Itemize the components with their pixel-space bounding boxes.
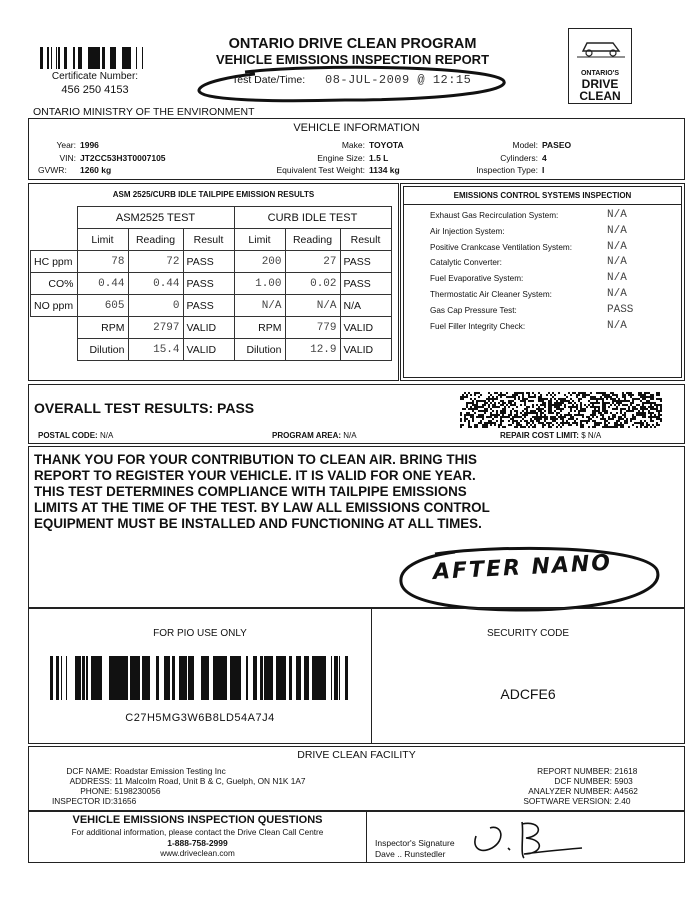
test-datetime-value: 08-JUL-2009 @ 12:15 [325, 73, 472, 87]
vehicle-gvwr: 1260 kg [80, 165, 112, 175]
tailpipe-title: ASM 2525/CURB IDLE TAILPIPE EMISSION RESULTS [112, 190, 315, 199]
website-link[interactable]: www.driveclean.com [160, 849, 235, 858]
certificate-number: 456 250 4153 [61, 84, 129, 96]
control-system-value: N/A [607, 224, 627, 237]
overall-result: OVERALL TEST RESULTS: PASS [34, 400, 255, 416]
facility-numbers: REPORT NUMBER: 21618 DCF NUMBER: 5903 ANALYZER NUMBER: A4562 SOFTWARE VERSION: 2.40 [523, 766, 638, 806]
pio-barcode [50, 656, 350, 705]
control-system-value: N/A [607, 209, 627, 221]
signature-label: Inspector's Signature [375, 838, 455, 848]
questions-title: VEHICLE EMISSIONS INSPECTION QUESTIONS [72, 814, 323, 826]
security-title: SECURITY CODE [486, 628, 570, 639]
control-system-label: Fuel Filler Integrity Check: [430, 321, 526, 331]
facility-details: DCF NAME: Roadstar Emission Testing Inc ADDRESS: 11 Malcolm Road, Unit B & C, Guelph, ON N1K 1A7 PHONE: 5198230056 INSPECTOR ID:31656 [52, 766, 306, 806]
control-system-label: Catalytic Converter: [430, 258, 502, 268]
control-system-value: N/A [607, 288, 627, 300]
call-centre-phone: 1-888-758-2999 [167, 838, 228, 848]
pio-title: FOR PIO USE ONLY [153, 628, 247, 639]
emission-row-dilution: Dilution 15.4 VALID Dilution 12.9 VALID [31, 339, 392, 361]
facility-title: DRIVE CLEAN FACILITY [297, 749, 416, 761]
control-system-label: Exhaust Gas Recirculation System: [430, 211, 559, 220]
emission-results-table: ASM2525 TEST CURB IDLE TEST Limit Reading Result Limit Reading Result HC ppm 78 72 PASS 200 27 PASS CO% 0.44 0.44 PASS 1.00 0.02 PASS NO ppm 605 0 PASS N/A N/A N/A RPM 2797 VALID RPM 779 VALID Dilution 15.4 VALID Dilution 12.9 VALID [30, 206, 392, 361]
report-title: ONTARIO DRIVE CLEAN PROGRAM [228, 36, 477, 52]
thank-you-message: THANK YOU FOR YOUR CONTRIBUTION TO CLEAN AIR. BRING THIS REPORT TO REGISTER YOUR VEHICLE. IT IS VALID FOR ONE YEAR. THIS TEST DETERMINES COMPLIANCE WITH TAILPIPE EMISSIONS LIMITS AT THE TIME OF THE TEST. BY LAW ALL EMISSIONS CONTROL EQUIPMENT MUST BE INSTALLED AND FUNCTIONING AT ALL TIMES. [34, 452, 490, 531]
handwritten-circle [185, 60, 515, 108]
control-system-value: N/A [607, 272, 627, 285]
drive-clean-logo: ONTARIO'S DRIVE CLEAN [568, 28, 632, 104]
postal-code: N/A [99, 431, 114, 440]
test-datetime-label: Test Date/Time: [232, 74, 306, 86]
emission-row-hc: HC ppm 78 72 PASS 200 27 PASS [31, 251, 392, 273]
control-system-value: N/A [607, 240, 627, 253]
report-subtitle: VEHICLE EMISSIONS INSPECTION REPORT [215, 52, 490, 67]
vehicle-inspection-type: I [542, 165, 545, 175]
emission-row-no: NO ppm 605 0 PASS N/A N/A N/A [31, 295, 392, 317]
vehicle-cylinders: 4 [542, 153, 547, 163]
certificate-label: Certificate Number: [51, 71, 139, 82]
inspector-signature [462, 814, 592, 864]
result-2d-barcode [460, 392, 662, 433]
vehicle-year: 1996 [80, 140, 99, 150]
questions-info: For additional information, please contact the Drive Clean Call Centre [71, 828, 324, 837]
control-system-value: N/A [607, 256, 627, 269]
vehicle-vin: JT2CC53H3T0007105 [80, 153, 166, 163]
control-system-value: N/A [607, 319, 627, 332]
ministry-label: ONTARIO MINISTRY OF THE ENVIRONMENT [33, 106, 255, 118]
control-system-label: Positive Crankcase Ventilation System: [430, 242, 572, 252]
pio-barcode-text: C27H5MG3W6B8LD54A7J4 [125, 712, 275, 724]
control-system-label: Thermostatic Air Cleaner System: [430, 290, 552, 299]
vehicle-model: PASEO [542, 140, 572, 150]
control-system-value: PASS [607, 303, 634, 316]
inspector-name: Dave .. Runstedler [375, 849, 446, 859]
control-system-label: Air Injection System: [430, 226, 505, 236]
vehicle-test-weight: 1134 kg [369, 165, 400, 175]
certificate-barcode [40, 47, 150, 74]
emission-row-co: CO% 0.44 0.44 PASS 1.00 0.02 PASS [31, 273, 392, 295]
vehicle-engine: 1.5 L [369, 153, 389, 163]
control-system-label: Gas Cap Pressure Test: [430, 305, 517, 315]
vehicle-make: TOYOTA [369, 140, 404, 150]
vehicle-info-title: VEHICLE INFORMATION [293, 122, 420, 134]
handwritten-note: AFTER NANO [432, 550, 613, 585]
emission-row-rpm: RPM 2797 VALID RPM 779 VALID [31, 317, 392, 339]
security-code: ADCFE6 [500, 686, 556, 702]
program-area: N/A [343, 431, 357, 440]
control-system-label: Fuel Evaporative System: [430, 274, 524, 284]
repair-cost-limit: $ N/A [581, 431, 602, 440]
control-systems-title: EMISSIONS CONTROL SYSTEMS INSPECTION [453, 191, 632, 200]
